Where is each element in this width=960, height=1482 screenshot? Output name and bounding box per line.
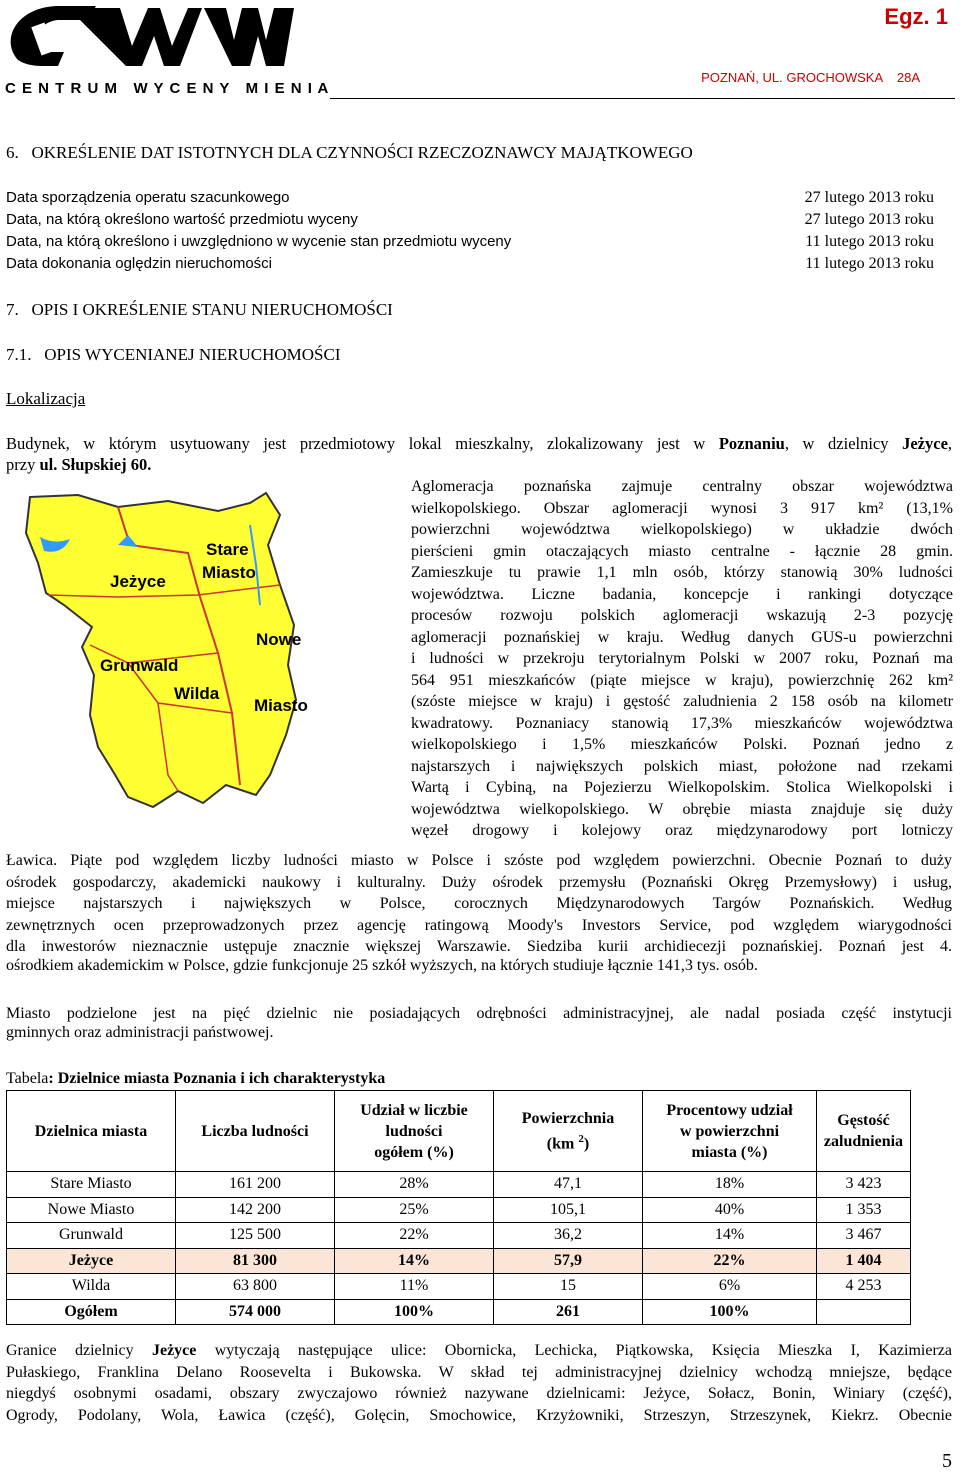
text-line: 564 951 mieszkańców (piąte miejsce w kraju), powierzchnię 262 km² xyxy=(411,671,953,689)
col-header: Liczba ludności xyxy=(176,1091,335,1172)
map-label-stare: Stare xyxy=(206,540,249,559)
date-label: Data sporządzenia operatu szacunkowego xyxy=(6,189,290,206)
col-header: Dzielnica miasta xyxy=(7,1091,176,1172)
intro-street: ul. Słupskiej 60. xyxy=(39,455,152,474)
districts-paragraph-line-2: gminnych oraz administracji państwowej. xyxy=(6,1024,274,1041)
cell: 15 xyxy=(494,1274,643,1300)
date-value: 11 lutego 2013 roku xyxy=(805,233,934,250)
table-total-row xyxy=(7,1299,911,1325)
cell: 22% xyxy=(335,1223,494,1249)
col-header-line: Procentowy udział xyxy=(666,1101,793,1119)
poznan-text xyxy=(6,850,952,958)
section-7-title: 7. OPIS I OKREŚLENIE STANU NIERUCHOMOŚCI xyxy=(6,300,393,319)
date-value: 11 lutego 2013 roku xyxy=(805,255,934,272)
cell: 6% xyxy=(643,1274,817,1300)
cell: 11% xyxy=(335,1274,494,1300)
date-value: 27 lutego 2013 roku xyxy=(804,189,934,206)
col-header xyxy=(335,1091,494,1172)
intro-district: Jeżyce xyxy=(902,434,948,453)
text-line: powierzchni województwa wielkopolskiego) w układzie dwóch xyxy=(411,521,953,538)
company-name: C E N T R U M W Y C E N Y M I E N I A xyxy=(5,80,330,97)
col-header-text: (km xyxy=(546,1135,579,1153)
col-header-line: zaludnienia xyxy=(823,1133,904,1150)
text-line: pierścieni gmin otaczających miasto centralne - łącznie 28 gmin. xyxy=(411,542,953,560)
date-label: Data dokonania oględzin nieruchomości xyxy=(6,255,273,272)
col-header-line xyxy=(498,1129,638,1154)
section-6-title: 6. OKREŚLENIE DAT ISTOTNYCH DLA CZYNNOŚCI RZECZOZNAWCY MAJĄTKOWEGO xyxy=(6,143,693,162)
date-value: 27 lutego 2013 roku xyxy=(804,211,934,228)
text-bold: Jeżyce xyxy=(151,1342,197,1359)
cell: 3 423 xyxy=(817,1172,911,1198)
col-header xyxy=(494,1091,643,1172)
table-row xyxy=(7,1274,911,1300)
text-line: procesów rozwoju polskich aglomeracji wskazują 2-3 pozycję xyxy=(411,607,953,624)
intro-text: Budynek, w którym usytuowany jest przedmiotowy lokal mieszkalny, zlokalizowany jest w xyxy=(6,434,719,453)
cell: 40% xyxy=(643,1197,817,1223)
text-line: kwadratowy. Poznaniacy stanowią 17,3% mieszkańców województwa xyxy=(411,714,953,732)
cell: 574 000 xyxy=(176,1299,335,1325)
district-map xyxy=(18,485,318,820)
header-rule xyxy=(330,98,955,99)
text-line: województwa wielkopolskiego. W obrębie miasta znajduje się duży xyxy=(411,800,953,818)
col-header-text: ) xyxy=(583,1135,590,1153)
jezyce-paragraph xyxy=(6,1340,952,1426)
text-line: najstarszych i największych polskich miast, położone nad rzekami xyxy=(411,757,953,775)
text-line: zewnętrznych ocen przeprowadzonych przez agencję ratingową Moody's Investors Service, pod względem wiarygodności xyxy=(6,916,952,934)
map-label-nowe-miasto: Miasto xyxy=(254,696,308,715)
cell: 1 404 xyxy=(817,1248,911,1274)
col-header-line: Powierzchnia xyxy=(521,1109,615,1127)
col-header-sup: 2 xyxy=(578,1132,584,1145)
intro-city: Poznaniu xyxy=(718,434,785,453)
city-outline xyxy=(26,493,296,807)
table-row xyxy=(7,1172,911,1198)
cell: Wilda xyxy=(7,1274,176,1300)
cell: 261 xyxy=(494,1299,643,1325)
text-line: Aglomeracja poznańska zajmuje centralny obszar województwa xyxy=(411,478,953,495)
company-address: POZNAŃ, UL. GROCHOWSKA 28A xyxy=(701,70,920,85)
cell: 57,9 xyxy=(494,1248,643,1274)
cell: 22% xyxy=(643,1248,817,1274)
text-line: Ogrody, Podolany, Wola, Ławica (część), Golęcin, Smochowice, Krzyżowniki, Strzeszyn, Strzeszynek, Kiekrz. Obecnie xyxy=(6,1406,952,1424)
exhibit-number: Egz. 1 xyxy=(884,4,948,29)
text-line: dla inwestorów nieznacznie ustępuje znacznie większej Warszawie. Siedziba kurii archidiecezji poznańskiej. Poznań jest 4. xyxy=(6,938,952,955)
agglomeration-text xyxy=(411,476,953,842)
col-header xyxy=(643,1091,817,1172)
cell: 47,1 xyxy=(494,1172,643,1198)
text-line xyxy=(6,1340,952,1362)
date-row xyxy=(6,211,934,233)
cell: 28% xyxy=(335,1172,494,1198)
col-header-line: w powierzchni xyxy=(679,1122,780,1140)
text-line: województwa. Liczne badania, koncepcje i rankingi dotyczące xyxy=(411,585,953,603)
col-header-line: ogółem (%) xyxy=(374,1143,454,1161)
text-line: aglomeracji poznańskiej w kraju. Według danych GUS-u powierzchni xyxy=(411,628,953,646)
table-row xyxy=(7,1223,911,1249)
map-label-jezyce: Jeżyce xyxy=(110,572,166,591)
text-line: wielkopolskiego. Obszar aglomeracji wynosi 3 917 km² (13,1% xyxy=(411,499,953,517)
location-heading: Lokalizacja xyxy=(6,389,86,408)
cell: 14% xyxy=(643,1223,817,1249)
company-logo xyxy=(8,0,338,75)
section-7-1-title: 7.1. OPIS WYCENIANEJ NIERUCHOMOŚCI xyxy=(6,345,341,364)
text-line: węzeł drogowy i kolejowy oraz międzynarodowy port lotniczy xyxy=(411,822,953,839)
cell: Grunwald xyxy=(7,1223,176,1249)
cell: 3 467 xyxy=(817,1223,911,1249)
location-intro-line-2 xyxy=(6,455,151,475)
map-label-stare-miasto: Miasto xyxy=(202,563,256,582)
cell: Ogółem xyxy=(7,1299,176,1325)
col-header-line: Udział w liczbie xyxy=(360,1101,468,1119)
header xyxy=(0,0,960,115)
map-label-wilda: Wilda xyxy=(174,684,220,703)
cell: Nowe Miasto xyxy=(7,1197,176,1223)
date-row xyxy=(6,233,934,255)
map-label-grunwald: Grunwald xyxy=(100,656,179,675)
poznan-text-last-line: ośrodkiem akademickim w Polsce, gdzie funkcjonuje 25 szkół wyższych, na których studiuje łącznie 141,3 tys. osób. xyxy=(6,957,758,974)
text-line: Wartą i Cybiną, na Pojezierzu Wielkopolskim. Stolica Wielkopolski i xyxy=(411,779,953,796)
text-line: Ławica. Piąte pod względem liczby ludności miasto w Polsce i szóste pod względem powierzchni. Obecnie Poznań to duży xyxy=(6,852,952,869)
cell: 14% xyxy=(335,1248,494,1274)
cell: 36,2 xyxy=(494,1223,643,1249)
text-line: wielkopolskiego i 1,5% mieszkańców Polski. Poznań jedno z xyxy=(411,736,953,753)
cell: 4 253 xyxy=(817,1274,911,1300)
table-row-highlighted xyxy=(7,1248,911,1274)
location-intro xyxy=(6,433,952,455)
text-line: miejsce najstarszych i największych w Polsce, corocznych Międzynarodowych Targów Poznańskich. Według xyxy=(6,895,952,912)
col-header xyxy=(817,1091,911,1172)
table-caption xyxy=(6,1070,385,1088)
cell: 18% xyxy=(643,1172,817,1198)
cell: 105,1 xyxy=(494,1197,643,1223)
date-row xyxy=(6,189,934,211)
table-header-row xyxy=(7,1091,911,1172)
cell: 161 200 xyxy=(176,1172,335,1198)
page-number: 5 xyxy=(942,1450,952,1472)
text-span: wytyczają następujące ulice: Obornicka, Lechicka, Piątkowska, Księcia Mieszka I, Kazimierza xyxy=(196,1342,952,1359)
date-label: Data, na którą określono i uwzględniono w wycenie stan przedmiotu wyceny xyxy=(6,233,512,250)
cell: 1 353 xyxy=(817,1197,911,1223)
cell: Stare Miasto xyxy=(7,1172,176,1198)
text-line: Pułaskiego, Franklina Delano Roosevelta i Bukowska. W skład tej administracyjnej dzielnicy wchodzą mniejsze, będące xyxy=(6,1363,952,1381)
col-header-line: ludności xyxy=(385,1122,443,1140)
map-label-nowe: Nowe xyxy=(256,630,302,649)
cell: 63 800 xyxy=(176,1274,335,1300)
intro-text: przy xyxy=(6,455,40,474)
intro-text: , xyxy=(947,434,953,453)
col-header-line: Gęstość xyxy=(837,1112,890,1129)
cell xyxy=(817,1299,911,1325)
cell: 100% xyxy=(335,1299,494,1325)
cell: 142 200 xyxy=(176,1197,335,1223)
text-line: ośrodek gospodarczy, akademicki naukowy i kulturalny. Duży ośrodek przemysłu (Poznański Okręg Przemysłowy) i usług, xyxy=(6,873,952,891)
table-row xyxy=(7,1197,911,1223)
table-caption-label: Tabela xyxy=(6,1070,49,1087)
text-line: niegdyś osobnymi osadami, obszary zwyczajowo również nazywane dzielnicami: Jeżyce, Sołacz, Bonin, Winiary (część), xyxy=(6,1385,952,1402)
cell: Jeżyce xyxy=(7,1248,176,1274)
text-span: Granice dzielnicy xyxy=(6,1342,152,1359)
districts-paragraph xyxy=(6,1003,952,1025)
cell: 100% xyxy=(643,1299,817,1325)
text-line: i ludności w przekroju terytorialnym Polski w 2007 roku, Poznań ma xyxy=(411,650,953,667)
text-line: (szóste miejsce w kraju) i gęstość zaludnienia 2 158 osób na kilometr xyxy=(411,693,953,710)
cell: 81 300 xyxy=(176,1248,335,1274)
intro-text: , w dzielnicy xyxy=(784,434,903,453)
text-line: Miasto podzielone jest na pięć dzielnic nie posiadających odrębności administracyjnej, ale nadal posiada część instytucji xyxy=(6,1005,952,1022)
col-header-line: miasta (%) xyxy=(691,1143,768,1161)
date-label: Data, na którą określono wartość przedmiotu wyceny xyxy=(6,211,358,228)
text-line: Zamieszkuje tu prawie 1,1 mln osób, którzy stanowią 30% ludności xyxy=(411,564,953,581)
districts-table xyxy=(6,1090,911,1325)
cell: 125 500 xyxy=(176,1223,335,1249)
table-caption-title: : Dzielnice miasta Poznania i ich charakterystyka xyxy=(48,1070,386,1087)
date-row xyxy=(6,255,934,277)
cell: 25% xyxy=(335,1197,494,1223)
